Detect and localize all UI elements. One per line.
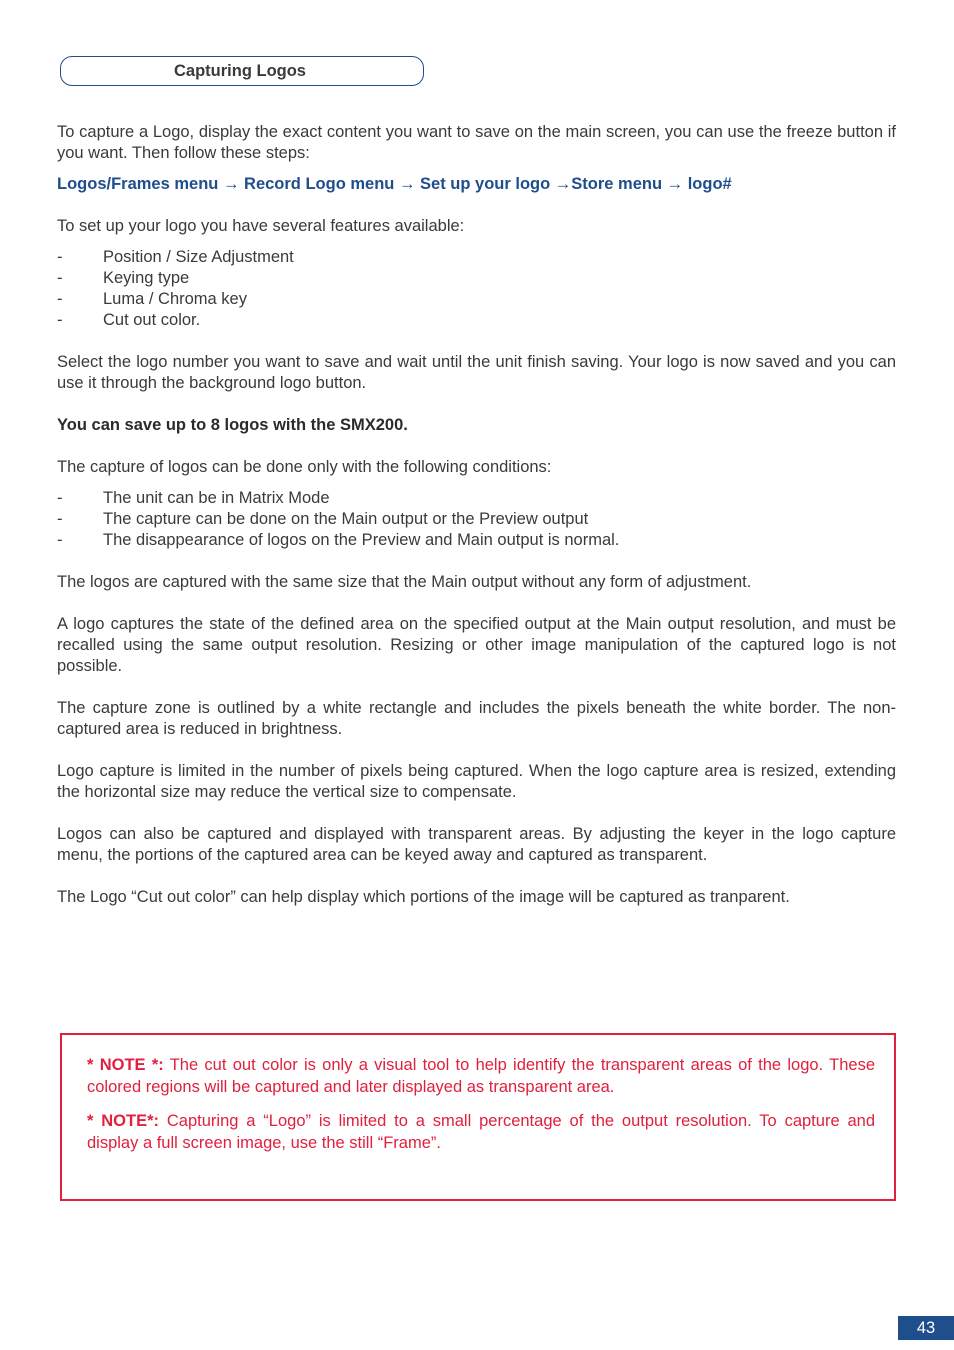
menu-path: Logos/Frames menu → Record Logo menu → Set up your logo →Store menu → logo# (57, 175, 732, 193)
save-paragraph: Select the logo number you want to save and wait until the unit finish saving. Your logo is now saved and you can use it through the background logo button. (57, 353, 896, 392)
cutout-paragraph: The Logo “Cut out color” can help display which portions of the image will be captured as tranparent. (57, 888, 790, 906)
note-2 (87, 1110, 875, 1154)
list-bullet: - (57, 290, 63, 308)
list-bullet: - (57, 531, 63, 549)
save-limit: You can save up to 8 logos with the SMX200. (57, 416, 408, 434)
list-item: - Luma / Chroma key (57, 290, 247, 308)
list-bullet: - (57, 489, 63, 507)
features-intro: To set up your logo you have several features available: (57, 217, 465, 235)
note-box (60, 1033, 896, 1201)
size-paragraph: The logos are captured with the same size that the Main output without any form of adjustment. (57, 573, 752, 591)
state-paragraph: A logo captures the state of the defined area on the specified output at the Main output resolution, and must be recalled using the same output resolution. Resizing or other image manipulation of the captured logo is not possible. (57, 615, 896, 675)
section-title-box (60, 56, 424, 86)
list-bullet: - (57, 510, 63, 528)
section-title: Capturing Logos (174, 62, 306, 80)
list-bullet: - (57, 269, 63, 287)
list-bullet: - (57, 311, 63, 329)
list-item: - Keying type (57, 269, 190, 287)
note-text: Capturing a “Logo” is limited to a small percentage of the output resolution. To capture and display a full screen image, use the still “Frame”. (87, 1112, 875, 1152)
page-number: 43 (898, 1316, 954, 1340)
list-item: - Cut out color. (57, 311, 201, 329)
list-bullet: - (57, 248, 63, 266)
conditions-list (57, 488, 896, 551)
list-item: - Position / Size Adjustment (57, 248, 294, 266)
list-item: - The disappearance of logos on the Preview and Main output is normal. (57, 531, 620, 549)
main-content (57, 122, 896, 908)
note-text: The cut out color is only a visual tool to help identify the transparent areas of the logo. These colored regions will be captured and later displayed as transparent area. (87, 1056, 875, 1096)
note-content (87, 1054, 875, 1154)
pixels-paragraph: Logo capture is limited in the number of pixels being captured. When the logo capture area is resized, extending the horizontal size may reduce the vertical size to compensate. (57, 762, 896, 801)
intro-paragraph: To capture a Logo, display the exact content you want to save on the main screen, you can use the freeze button if you want. Then follow these steps: (57, 123, 896, 162)
features-list (57, 247, 896, 331)
conditions-intro: The capture of logos can be done only with the following conditions: (57, 458, 552, 476)
note-label: * NOTE *: (87, 1056, 164, 1074)
transparent-paragraph: Logos can also be captured and displayed with transparent areas. By adjusting the keyer in the logo capture menu, the portions of the captured area can be keyed away and captured as transparent. (57, 825, 896, 864)
note-label: * NOTE*: (87, 1112, 160, 1130)
list-item: - The unit can be in Matrix Mode (57, 489, 330, 507)
list-item: - The capture can be done on the Main output or the Preview output (57, 510, 589, 528)
zone-paragraph: The capture zone is outlined by a white rectangle and includes the pixels beneath the white border. The non-captured area is reduced in brightness. (57, 699, 896, 738)
note-1 (87, 1054, 875, 1098)
